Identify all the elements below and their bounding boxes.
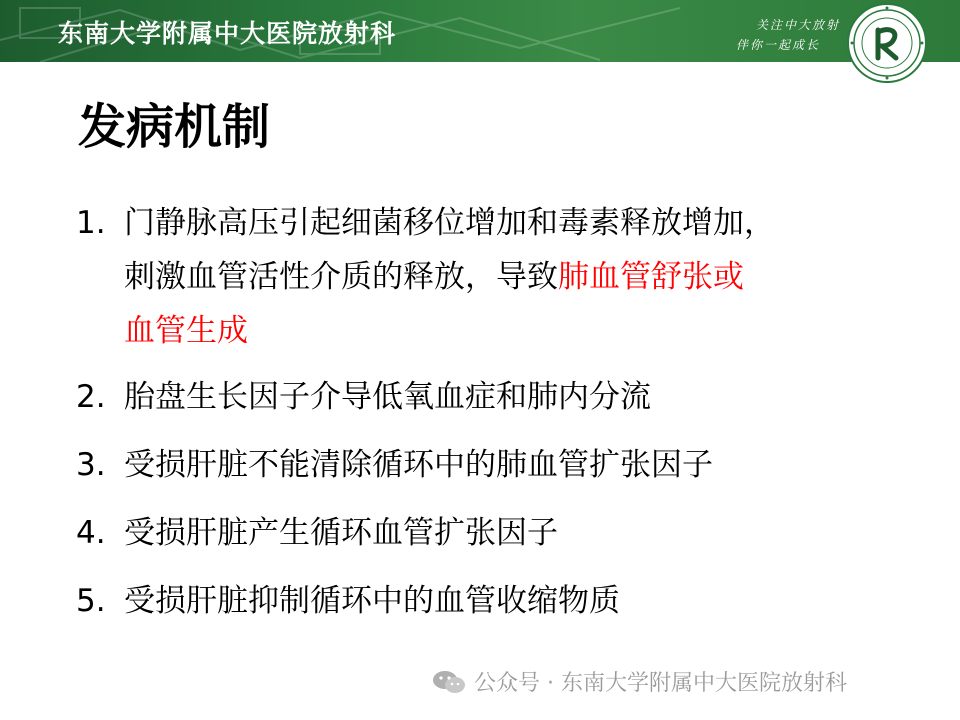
item-number: 4. (76, 515, 106, 551)
item-text: 受损肝脏抑制循环中的血管收缩物质 (124, 583, 620, 619)
slide-title: 发病机制 (78, 99, 271, 155)
watermark (432, 666, 847, 697)
item-text: 受损肝脏不能清除循环中的肺血管扩张因子 (124, 447, 713, 483)
item-number: 1. (76, 205, 106, 241)
header-banner (0, 0, 960, 62)
item-text: 受损肝脏产生循环血管扩张因子 (124, 515, 558, 551)
item-number: 2. (76, 379, 106, 415)
item-text-black: 刺激血管活性介质的释放，导致 (124, 259, 558, 295)
item-text-highlight: 血管生成 (124, 313, 248, 349)
wechat-icon (432, 670, 466, 694)
item-text: 胎盘生长因子介导低氧血症和肺内分流 (124, 379, 651, 415)
item-line (124, 250, 916, 304)
item-line: 门静脉高压引起细菌移位增加和毒素释放增加， (124, 205, 775, 241)
item-text-highlight: 肺血管舒张或 (558, 259, 744, 295)
item-number: 5. (76, 583, 106, 619)
header-title: 东南大学附属中大医院放射科 (58, 19, 397, 48)
slogan-line-1: 关注中大放射 (755, 18, 840, 32)
item-number: 3. (76, 447, 106, 483)
item-body (124, 196, 916, 358)
slogan-line-2: 伴你一起成长 (735, 38, 820, 52)
watermark-text: 公众号 · 东南大学附属中大医院放射科 (474, 671, 847, 696)
hospital-radiology-logo-icon (846, 2, 928, 84)
